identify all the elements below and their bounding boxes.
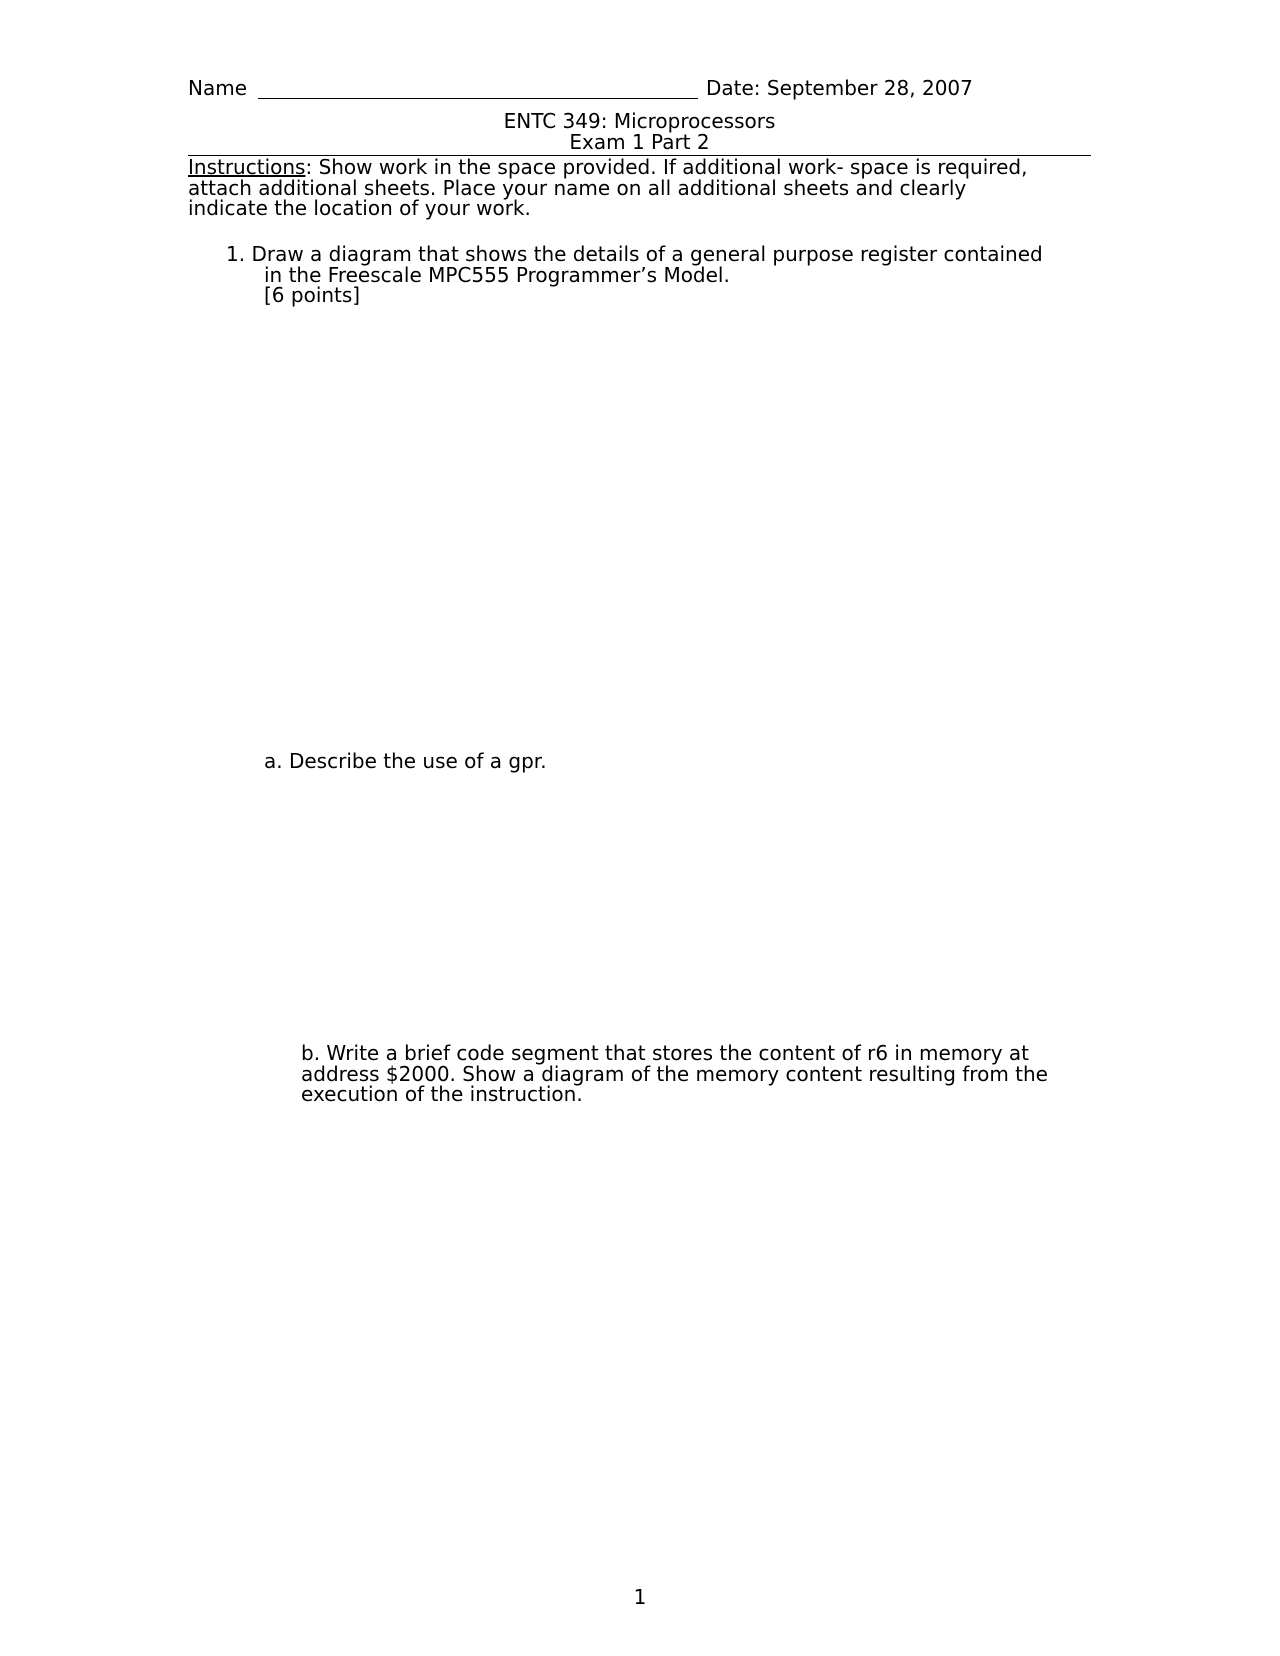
name-blank-line: [258, 98, 698, 99]
date-label: Date: September 28, 2007: [706, 76, 973, 100]
question-1b: [301, 1043, 1048, 1105]
instructions-paragraph: [188, 157, 1108, 219]
question-1-line-1: 1. Draw a diagram that shows the details of a general purpose register contained: [226, 242, 1043, 266]
question-1-line-2: in the Freescale MPC555 Programmer’s Model.: [264, 262, 730, 287]
course-title: ENTC 349: Microprocessors: [503, 109, 776, 133]
question-1b-line-2: address $2000. Show a diagram of the memory content resulting from the: [301, 1061, 1048, 1086]
question-1-points: [6 points]: [264, 283, 361, 307]
name-label: Name: [188, 76, 248, 100]
instructions-line-1: [188, 157, 1108, 178]
page-number: 1: [633, 1585, 647, 1609]
question-1b-line-3: execution of the instruction.: [301, 1082, 583, 1106]
instructions-line-1-text: : Show work in the space provided. If additional work- space is required,: [305, 155, 1028, 179]
question-1b-line-1: b. Write a brief code segment that stores the content of r6 in memory at: [301, 1041, 1030, 1065]
question-1a: a. Describe the use of a gpr.: [264, 749, 547, 773]
exam-title-block: [188, 111, 1091, 153]
instructions-line-3: indicate the location of your work.: [188, 196, 531, 220]
instructions-line-2: attach additional sheets. Place your name on all additional sheets and clearly: [188, 175, 967, 200]
instructions-label: Instructions: [188, 155, 306, 179]
question-1: [226, 244, 1043, 306]
exam-subtitle: Exam 1 Part 2: [569, 130, 710, 154]
